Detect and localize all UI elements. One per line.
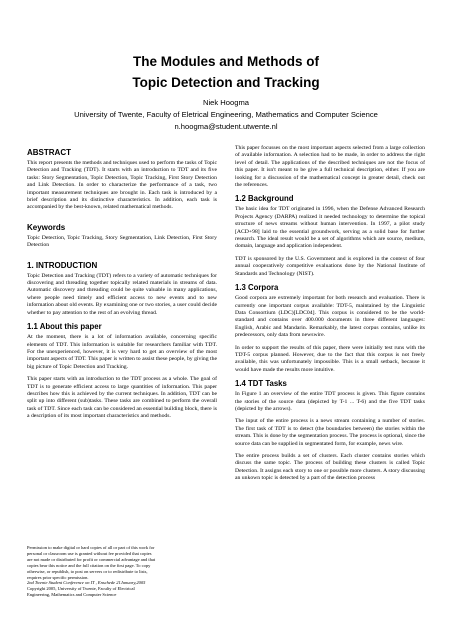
corpora-paragraph-2: In order to support the results of this paper, there were initially test runs with the TDT-5 corpus planned. However, due to the fact that this corpus is not freely available, this was unfortunately impossible. This is a small setback, because it would have made the results more intuitive. xyxy=(235,344,425,373)
paper-title-line-1: The Modules and Methods of xyxy=(133,54,319,69)
introduction-text: Topic Detection and Tracking (TDT) refers to a variety of automatic techniques for discovering and threading together topically related materials in streams of data. Automatic discovery and threading could be quite valuable in many applications, where people need timely and efficient access to new events and to new information about old events. By examining one or two stories, a user could decide whether to pay attention to the rest of an evolving thread. xyxy=(27,272,217,316)
tdt-tasks-paragraph-1: In Figure 1 an overview of the entire TDT process is given. This figure contains the stories of the source data (depicted by T-1 ... T-6) and the five TDT tasks (depicted by the arrows). xyxy=(235,391,425,412)
keywords-text: Topic Detection, Topic Tracking, Story Segmentation, Link Detection, First Story Detection xyxy=(27,234,217,249)
author-email[interactable]: n.hoogma@student.utwente.nl xyxy=(174,122,278,131)
introduction-continued: This paper focusses on the most important aspects selected from a large collection of available information. A selection had to be made, in order to address the right level of detail. The applications of the described techniques are not the focus of this paper. It isn't meant to be give a full technical description, either. If you are looking for a discussion of the mathematical concept in greater detail, check out the references. xyxy=(235,145,425,189)
about-paper-heading: 1.1 About this paper xyxy=(27,322,102,332)
tdt-tasks-paragraph-2: The input of the entire process is a news stream containing a number of stories. The first task of TDT is to detect (the boundaries between) the stories within the stream. This is done by the segmentation process. The process is optional, since the source data can be supplied in segmentated form, for example, news wire. xyxy=(235,418,425,447)
background-paragraph-2: TDT is sponsored by the U.S. Government and is explored in the context of four annual cooperatively competitive evaluations done by the National Institute of Standards and Technology (NIST). xyxy=(235,255,425,277)
conference-line: 2nd Twente Student Conference on IT , Enschede 21January,2005 xyxy=(27,580,146,586)
background-heading: 1.2 Background xyxy=(235,194,294,204)
abstract-text: This report presents the methods and techniques used to perform the tasks of Topic Detection and Tracking (TDT). It starts with an introduction to TDT and its five tasks: Story Segmentation, Topic Detection, Topic Tracking, First Story Detection and Link Detection. In order to characterize the performance of a task, two important measurement techniques are brought in. Each task is introduced by a brief description and its distinctive characteristics. In addition, each task is accompanied by the best-known, related mathematical methods. xyxy=(27,160,217,211)
permission-line: personal or classroom use is granted without fee provided that copies xyxy=(27,550,152,556)
introduction-heading: 1. INTRODUCTION xyxy=(27,260,98,270)
permission-line: Permission to make digital or hard copies of all or part of this work for xyxy=(27,545,155,550)
permission-line: copies bear this notice and the full citation on the first page. To copy xyxy=(27,562,151,568)
tdt-tasks-heading: 1.4 TDT Tasks xyxy=(235,379,287,389)
background-paragraph-1: The basic idea for TDT originated in 1996, when the Defense Advanced Research Projects Agency (DARPA) realized it needed technology to determine the topical structure of news streams without human intervention. In 1997, a pilot study [ACD+98] laid to the essential groundwork, serving as a solid base for further research. The ideal result would be a set of algorithms which are source, medium, domain, language and application independent. xyxy=(235,206,425,250)
permission-notice xyxy=(27,545,217,598)
permission-line: otherwise, or republish, to post on servers or to redistribute to lists, xyxy=(27,568,148,574)
corpora-heading: 1.3 Corpora xyxy=(235,283,279,293)
keywords-heading: Keywords xyxy=(27,222,66,232)
author-affiliation: University of Twente, Faculty of Eletrical Engineering, Mathematics and Computer Science xyxy=(74,110,378,119)
tdt-tasks-paragraph-3: The entire process builds a set of clusters. Each cluster contains stories which discuss the same topic. The process of building these clusters is called Topic Detection. It assigns each story to one or possible more clusters. A story discussing an unkown topic is detected by a part of the detection process xyxy=(235,453,425,482)
permission-line: requires prior specific permission. xyxy=(27,574,89,580)
author-name: Niek Hoogma xyxy=(202,98,249,107)
about-paper-paragraph-1: At the moment, there is a lot of information available, concerning specific elements of TDT. This information is suitable for researchers familiar with TDT. For the unexperienced, however, it is very hard to get an overview of the most important aspects of TDT. This paper is written to assist these people, by giving the big picture of Topic Detection and Tracking. xyxy=(27,334,217,370)
copyright-line: Copyright 2005, University of Twente, Faculty of Electrical xyxy=(27,586,135,592)
corpora-paragraph-1: Good corpora are extremely important for both research and evaluation. There is currently one important corpus available: TDT-5, maintained by the Linguistic Data Consortium (LDC)[LDC04]. This corpus is considered to be the world-standard and contains over 400.000 documents in three different languages: English, Arabic and Mandarin. Remarkably, the latest corpus contains, unlike its predecessors, only data from newswire. xyxy=(235,295,425,339)
abstract-heading: ABSTRACT xyxy=(27,148,71,157)
paper-title-line-2: Topic Detection and Tracking xyxy=(132,75,320,90)
permission-line: are not made or distributed for profit or commercial advantage and that xyxy=(27,556,156,562)
left-column xyxy=(27,148,217,426)
about-paper-paragraph-2: This paper starts with an introduction to the TDT process as a whole. The goal of TDT is to generate efficient access to large quantities of information. This paper describes how this is achieved by the current techniques. In addition, TDT can be split up into different (sub)tasks. These tasks are combined to perform the overall task of TDT. Since each task can be considered an essential building block, there is a description of its most important characteristics and methods. xyxy=(27,376,217,420)
right-column xyxy=(235,145,425,488)
copyright-line: Engineering, Mathematics and Computer Science xyxy=(27,592,117,598)
